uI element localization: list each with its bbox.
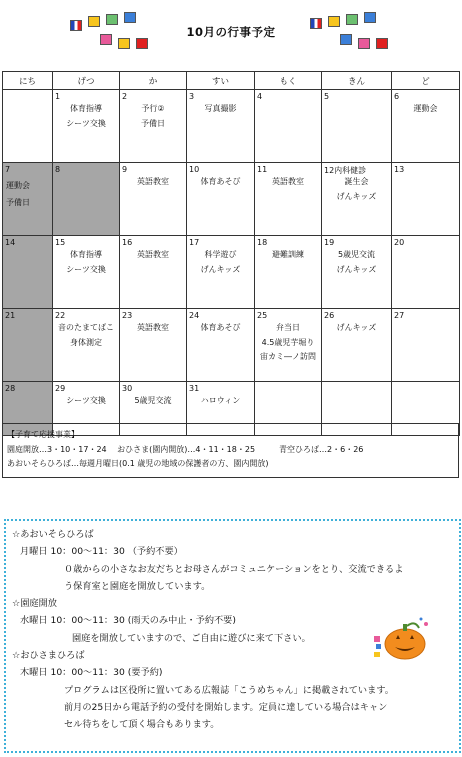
event-label: 英語教室 [137, 177, 169, 186]
event-label: 英語教室 [272, 177, 304, 186]
event-label: ハロウィン [200, 396, 241, 405]
garden-title: ☆園庭開放 [12, 598, 57, 610]
page-title: 10月の行事予定 [186, 25, 276, 39]
day-events [189, 102, 252, 117]
week-row [3, 236, 460, 309]
day-number: 19 [324, 238, 335, 247]
event-label: 英語教室 [137, 250, 169, 259]
day-number: 13 [394, 165, 405, 174]
header [0, 0, 462, 66]
day-events [55, 321, 117, 350]
event-label: げんキッズ [336, 323, 377, 332]
day-events [324, 175, 389, 204]
sun-time: 木曜日 10：00～11：30 (要予約) [20, 667, 163, 679]
day-number: 15 [55, 238, 66, 247]
day-cell [3, 163, 53, 236]
day-cell [53, 236, 120, 309]
event-label: シーツ交換 [66, 118, 106, 128]
event-label: げんキッズ [200, 264, 241, 274]
day-cell [3, 236, 53, 309]
day-events [122, 102, 184, 131]
day-number: 8 [55, 165, 61, 174]
event-label: 避難訓練 [272, 250, 304, 259]
day-events [55, 394, 117, 409]
day-events [189, 248, 252, 277]
day-events [122, 321, 184, 336]
day-number: 30 [122, 384, 133, 393]
day-cell [3, 309, 53, 382]
weekday-header-row [3, 72, 460, 90]
day-number: 24 [189, 311, 200, 320]
event-label: げんキッズ [336, 264, 377, 274]
day-number: 10 [189, 165, 200, 174]
day-events [189, 175, 252, 190]
weekday-header: か [120, 72, 187, 90]
day-events [257, 321, 319, 365]
day-cell [392, 236, 460, 309]
day-number: 6 [394, 92, 400, 101]
event-label: 予備日 [6, 198, 30, 207]
event-label: 弁当日 [276, 323, 300, 332]
day-cell [322, 163, 392, 236]
aoi-desc: う保育室と園庭を開放しています。 [64, 580, 211, 592]
day-number: 16 [122, 238, 133, 247]
day-events [324, 321, 389, 336]
sun-title: ☆おひさまひろば [12, 650, 85, 662]
support-line: 園庭開放…3・10・17・24 おひさま(園内開放)…4・11・18・25 青空ひろば…2・6・26 [7, 444, 364, 454]
day-cell [53, 309, 120, 382]
day-cell [392, 90, 460, 163]
event-label: 予行② [141, 104, 165, 113]
day-number: 20 [394, 238, 405, 247]
sun-desc: セル待ちをして頂く場合もあります。 [64, 719, 220, 731]
day-cell [120, 90, 187, 163]
event-label: 宙カミ―ノ訪問 [260, 352, 316, 361]
calendar-table [2, 71, 460, 436]
day-number: 9 [122, 165, 128, 174]
weekday-header: もく [255, 72, 322, 90]
week-row [3, 90, 460, 163]
day-cell [120, 309, 187, 382]
day-cell [187, 236, 255, 309]
event-label: 5歳児交流 [337, 250, 376, 259]
day-number: 2 [122, 92, 128, 101]
garden-time: 水曜日 10：00～11：30 (雨天のみ中止・予約不要) [20, 615, 236, 627]
day-events [189, 321, 252, 336]
day-cell [255, 163, 322, 236]
day-number: 28 [5, 384, 16, 393]
event-label: 運動会 [6, 181, 30, 190]
weekday-header: きん [322, 72, 392, 90]
day-cell [255, 90, 322, 163]
day-cell [187, 309, 255, 382]
day-cell [322, 236, 392, 309]
day-cell [120, 163, 187, 236]
event-label: 誕生会 [344, 177, 369, 186]
day-number: 1 [55, 92, 61, 101]
garden-desc: 園庭を開放していますので、ご自由に遊びに来て下さい。 [72, 632, 311, 644]
day-number: 25 [257, 311, 268, 320]
day-cell [392, 309, 460, 382]
day-number: 22 [55, 311, 66, 320]
event-label: 予備日 [141, 118, 165, 128]
event-label: 身体測定 [70, 337, 102, 347]
event-label: 英語教室 [137, 323, 169, 332]
aoi-desc: ０歳からの小さなお友だちとお母さんがコミュニケーションをとり、交流できるよ [64, 563, 404, 575]
day-number: 23 [122, 311, 133, 320]
support-box [2, 423, 459, 478]
event-label: シーツ交換 [66, 396, 106, 405]
day-number: 11 [257, 165, 268, 174]
event-label: 体育指導 [70, 250, 102, 259]
day-cell [53, 90, 120, 163]
sun-desc: 前月の25日から電話予約の受付を開始します。定員に達している場合はキャン [64, 701, 388, 713]
day-events [122, 248, 184, 263]
day-number: 21 [5, 311, 16, 320]
day-cell [322, 90, 392, 163]
aoi-time: 月曜日 10：00～11：30 （予約不要） [20, 546, 183, 558]
aoi-title: ☆あおいそらひろば [12, 529, 94, 540]
day-number: 26 [324, 311, 335, 320]
day-number: 27 [394, 311, 405, 320]
day-cell [53, 163, 120, 236]
day-events [257, 248, 319, 263]
day-number: 7 [5, 165, 11, 174]
day-number: 18 [257, 238, 268, 247]
weekday-header: げつ [53, 72, 120, 90]
day-number: 31 [189, 384, 200, 393]
event-label: 音のたまてばこ [58, 323, 114, 332]
support-line: あおいそらひろば…毎週月曜日(0.1 歳児の地域の保護者の方、園内開放) [7, 459, 269, 468]
event-label: シーツ交換 [66, 264, 106, 274]
bunting-right-icon [310, 8, 400, 58]
event-label: 5歳児交流 [134, 396, 172, 405]
day-number: 29 [55, 384, 66, 393]
event-label: 体育あそび [200, 323, 241, 332]
day-events [122, 394, 184, 409]
weekday-header: にち [3, 72, 53, 90]
day-cell [3, 90, 53, 163]
event-label: 写真撮影 [204, 104, 237, 113]
day-cell [255, 309, 322, 382]
day-cell [392, 163, 460, 236]
week-row [3, 163, 460, 236]
day-events [55, 102, 117, 131]
day-events [55, 248, 117, 277]
sun-desc: プログラムは区役所に置いてある広報誌「こうめちゃん」に掲載されています。 [64, 684, 394, 696]
day-cell [120, 236, 187, 309]
day-events [122, 175, 184, 190]
day-cell [187, 90, 255, 163]
event-label: げんキッズ [336, 191, 377, 201]
day-number: 12内科健診 [324, 166, 367, 175]
day-events [394, 102, 457, 117]
support-heading: 【子育て応援事業】 [7, 430, 79, 439]
event-label: 科学遊び [204, 250, 237, 259]
event-label: 4.5歳児芋堀り [261, 337, 315, 347]
day-number: 5 [324, 92, 330, 101]
day-events [257, 175, 319, 190]
day-events [324, 248, 389, 277]
event-label: 体育あそび [200, 177, 241, 186]
day-number: 4 [257, 92, 263, 101]
event-label: 運動会 [413, 104, 438, 113]
day-cell [255, 236, 322, 309]
day-events [189, 394, 252, 409]
pumpkin-icon [372, 614, 430, 662]
day-cell [322, 309, 392, 382]
day-number: 3 [189, 92, 195, 101]
day-events [6, 177, 30, 211]
event-label: 体育指導 [70, 104, 102, 113]
weekday-header: ど [392, 72, 460, 90]
day-number: 17 [189, 238, 200, 247]
weekday-header: すい [187, 72, 255, 90]
week-row [3, 309, 460, 382]
day-cell [187, 163, 255, 236]
day-number: 14 [5, 238, 16, 247]
